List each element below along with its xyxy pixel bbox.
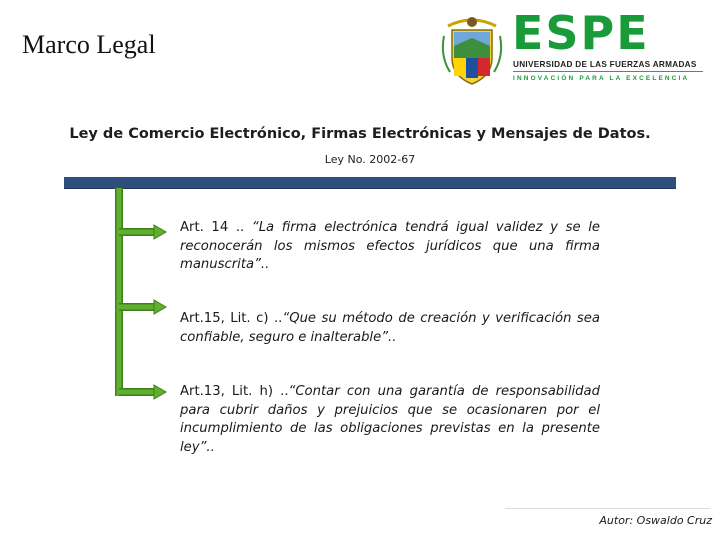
footer-divider: [505, 508, 710, 509]
law-number: Ley No. 2002-67: [324, 153, 416, 166]
article-quote: “La firma electrónica tendrá igual validez y se le reconocerán los mismos efectos jurídicos que una firma manuscrita”..: [180, 220, 600, 272]
article-ref: Art. 14 ..: [180, 220, 252, 235]
arrow-icon: [119, 225, 166, 239]
university-name: UNIVERSIDAD DE LAS FUERZAS ARMADAS: [513, 60, 697, 69]
article-quote: “Que su método de creación y verificación sea confiable, seguro e inalterable”..: [180, 311, 600, 345]
article-ref: Art.15, Lit. c) ..: [180, 311, 283, 326]
slide-title: Marco Legal: [22, 30, 156, 59]
law-heading: Ley de Comercio Electrónico, Firmas Electrónicas y Mensajes de Datos.: [69, 126, 651, 142]
article-item: [180, 383, 600, 457]
connector-arrows: [110, 188, 170, 413]
espe-logo: [440, 8, 712, 92]
article-quote: “Contar con una garantía de responsabilidad para cubrir daños y prejuicios que se ocasionaren por el incumplimiento de las obligaciones previstas en la presente ley”..: [180, 384, 600, 455]
article-ref: Art.13, Lit. h) ..: [180, 384, 289, 399]
university-tagline: INNOVACIÓN PARA LA EXCELENCIA: [513, 75, 690, 82]
article-item: [180, 219, 600, 275]
arrow-icon: [119, 300, 166, 314]
author-credit: Autor: Oswaldo Cruz: [599, 514, 712, 527]
brand-wordmark: ESPE: [512, 6, 650, 60]
shield-crest-icon: [440, 12, 504, 88]
arrow-icon: [119, 385, 166, 399]
article-item: [180, 310, 600, 347]
logo-divider: [513, 71, 703, 72]
